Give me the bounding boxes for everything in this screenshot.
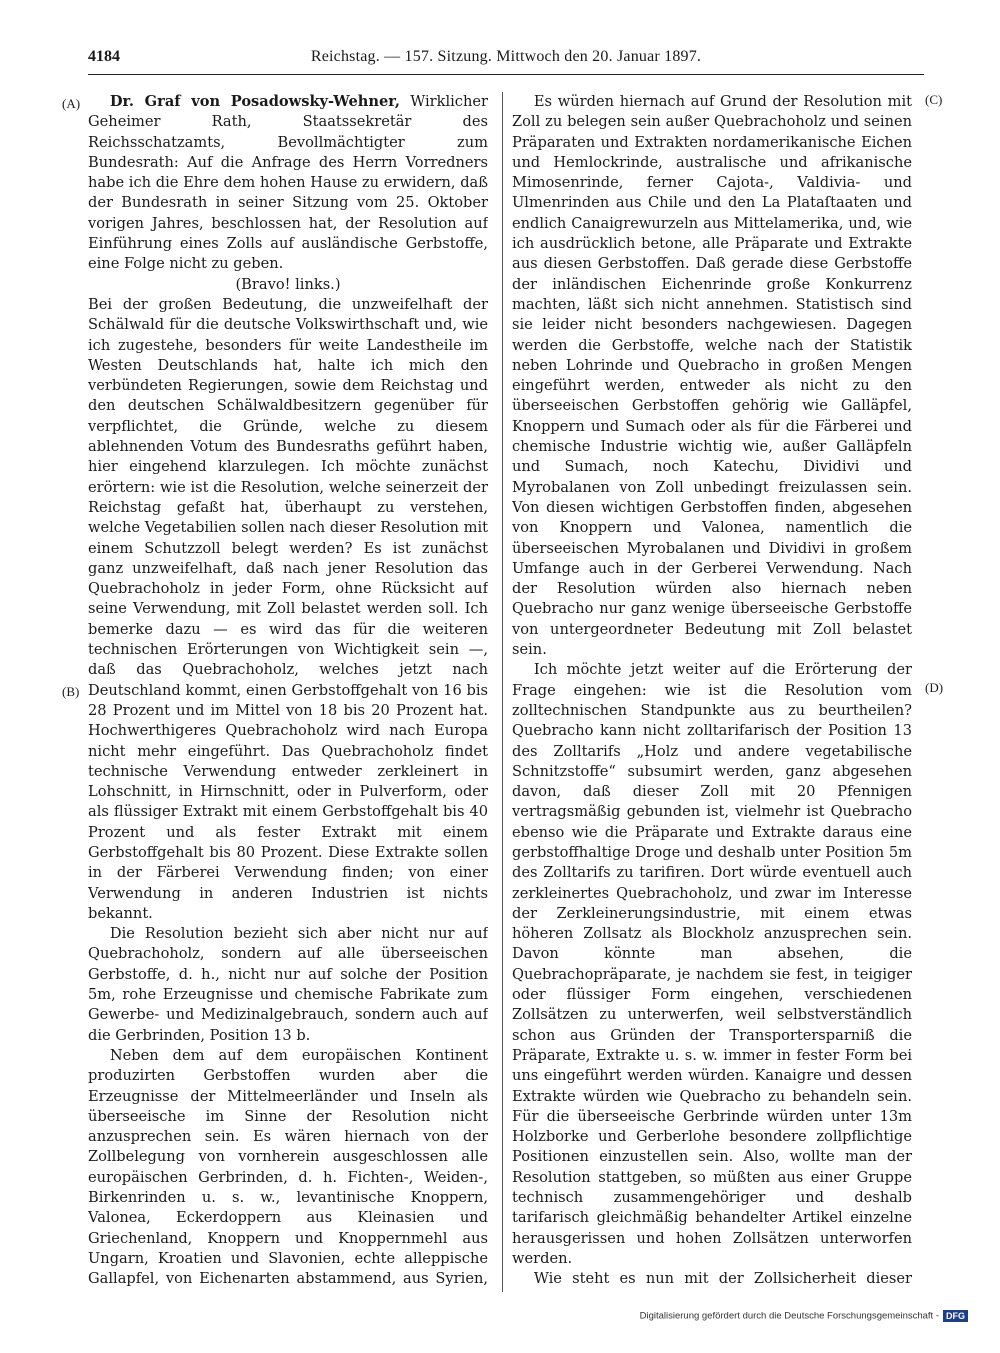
speech-opening-text: Wirklicher Geheimer Rath, Staatssekretär des Reichsschatzamts, Bevollmächtigter zum Bundesrath: Auf die Anfrage des Herrn Vorredners habe ich die Ehre dem hohen Hause zu erwidern, daß der Bundesrath in seiner Sitzung vom 25. Oktober vorigen Jahres, beschlossen hat, der Resolution auf Einführung eines Zolls auf ausländische Gerbstoffe, eine Folge nicht zu geben. [88, 93, 488, 273]
paragraph-left-2: Bei der großen Bedeutung, die unzweifelhaft der Schälwald für die deutsche Volkswirthschaft und, wie ich zugestehe, besonders für weite Landestheile im Westen Deutschlands hat, halte ich mich den verbündeten Regierungen, sowie dem Reichstag und den deutschen Schälwaldbesitzern gegenüber für verpflichtet, die Gründe, welche zu diesem ablehnenden Votum des Bundesraths geführt haben, hier eingehend klarzulegen. Ich möchte zunächst erörtern: wie ist die Resolution, welche seinerzeit der Reichstag gefaßt hat, überhaupt zu verstehen, welche Vegetabilien sollen nach dieser Resolution mit einem Schutzzoll belegt werden? Es ist zunächst ganz unzweifelhaft, daß nach jener Resolution das Quebrachoholz in jeder Form, ohne Rücksicht auf seine Verwendung, mit Zoll belastet werden soll. Ich bemerke dazu — es wird das für die weiteren technischen Erörterungen von Wichtigkeit sein —, daß das Quebrachoholz, welches jetzt nach Deutschland kommt, einen Gerbstoffgehalt von 16 bis 28 Prozent und im Mittel von 18 bis 20 Prozent hat. Hochwerthigeres Quebrachoholz wird nach Europa nicht mehr eingeführt. Das Quebrachoholz findet technische Verwendung entweder zerkleinert in Lohschnitt, in Hirnschnitt, oder in Pulverform, oder als flüssiger Extrakt mit einem Gerbstoffgehalt bis 40 Prozent und als fester Extrakt mit einem Gerbstoffgehalt bis 80 Prozent. Diese Extrakte sollen in der Färberei Verwendung finden; von einer Verwendung in anderen Industrien ist nichts bekannt. [88, 295, 488, 922]
speaker-name: Dr. Graf von Posadowsky-Wehner, [109, 93, 400, 110]
digitization-credit [640, 1310, 968, 1322]
left-column [88, 92, 488, 1292]
interjection: (Bravo! links.) [235, 275, 341, 293]
right-column [512, 92, 912, 1292]
paragraph-right-3: Wie steht es nun mit der Zollsicherheit dieser [533, 1270, 912, 1288]
margin-marker-c: (C) [925, 92, 943, 107]
margin-marker-d: (D) [925, 680, 944, 695]
paragraph-right-2: Ich möchte jetzt weiter auf die Erörterung der Frage eingehen: wie ist die Resolution vom zolltechnischen Standpunkte aus zu beurtheilen? Quebracho kann nicht zolltarifarisch der Position 13 des Zolltarifs „Holz und andere vegetabilische Schnitzstoffe“ subsumirt werden, ganz abgesehen davon, daß dieser Zoll mit 20 Pfennigen vertragsmäßig gebunden ist, vielmehr ist Quebracho ebenso wie die Präparate und Extrakte daraus eine gerbstoffhaltige Droge und deshalb unter Position 5m des Zolltarifs zu tarifiren. Dort würde eventuell auch zerkleinertes Quebrachoholz, und zwar im Interesse der Zerkleinerungsindustrie, mit einem etwas höheren Zollsatz als Blockholz anzusprechen sein. Davon könnte man absehen, die Quebrachopräparate, je nachdem sie fest, in teigiger oder flüssiger Form eingehen, verschiedenen Zollsätzen zu unterwerfen, weil selbstverständlich schon aus Gründen der Transportersparniß die Präparate, Extrakte u. s. w. immer in fester Form bei uns eingeführt werden würden. Kanaigre und dessen Extrakte würden wie Quebracho zu behandeln sein. Für die überseeische Gerbrinde würden unter 13m Holzborke und Gerberlohe besondere zollpflichtige Positionen einzustellen sein. Also, wollte man der Resolution stattgeben, so müßten aus einer Gruppe technisch zusammengehöriger und deshalb tarifarisch gleichmäßig behandelter Artikel einzelne herausgerissen und hohen Zollsätzen unterworfen werden. [512, 661, 912, 1267]
paragraph-left-3: Die Resolution bezieht sich aber nicht nur auf Quebrachoholz, sondern auf alle überseeischen Gerbstoffe, d. h., nicht nur auf solche der Position 5m, rohe Erzeugnisse und chemische Fabrikate zum Gewerbe- und Medizinalgebrauch, sondern auch auf die Gerbrinden, Position 13 b. [88, 925, 488, 1044]
page-number: 4184 [88, 48, 120, 65]
dfg-logo: DFG [943, 1310, 968, 1322]
running-head: Reichstag. — 157. Sitzung. Mittwoch den 20. Januar 1897. [310, 48, 702, 65]
margin-marker-b: (B) [62, 684, 80, 699]
column-divider [502, 92, 503, 1292]
speech-opening-paragraph [88, 92, 488, 275]
paragraph-left-4: Neben dem auf dem europäischen Kontinent produzirten Gerbstoffen wurden aber die Erzeugnisse der Mittelmeerländer und Inseln als überseeische im Sinne der Resolution nicht anzusprechen sein. Es wären hiernach von der Zollbelegung von vornherein ausgeschlossen alle europäischen Gerbrinden, d. h. Fichten-, Weiden-, Birkenrinden u. s. w., levantinische Knoppern, Valonea, Eckerdoppern aus Kleinasien und Griechenland, Knoppern und Knoppernmehl aus Ungarn, Kroatien und Slavonien, echte alleppische Gallapfel, von Eichenarten abstammend, aus Syrien, [88, 1046, 488, 1288]
margin-marker-a: (A) [62, 96, 81, 111]
paragraph-right-1: Es würden hiernach auf Grund der Resolution mit Zoll zu belegen sein außer Quebrachoholz und seinen Präparaten und Extrakten nordamerikanische Eichen und Hemlockrinde, australische und afrikanische Mimosenrinde, ferner Cajota-, Valdivia- und Ulmenrinden aus Chile und den La Plataſtaaten und endlich Canaigrewurzeln aus Mittelamerika, und, wie ich ausdrücklich betone, alle Präparate und Extrakte aus diesen Gerbstoffen. Daß gerade diese Gerbstoffe der inländischen Eichenrinde große Konkurrenz machten, läßt sich nicht annehmen. Statistisch sind sie leider nicht besonders nachgewiesen. Dagegen werden die Gerbstoffe, welche nach der Statistik neben Lohrinde und Quebracho in großen Mengen eingeführt werden, entweder als nicht zu den überseeischen Gerbstoffen gehörig wie Galläpfel, Knoppern und Sumach oder als für die Färberei und chemische Industrie wichtig wie, außer Galläpfeln und Sumach, noch Katechu, Dividivi und Myrobalanen von Zoll unbedingt freizulassen sein. Von diesen wichtigen Gerbstoffen finden, abgesehen von Knoppern und Valonea, namentlich die überseeischen Myrobalanen und Dividivi in großem Umfange auch in der Gerberei Verwendung. Nach der Resolution würden also hiernach neben Quebracho nur ganz wenige überseeische Gerbstoffe von untergeordneter Bedeutung mit Zoll belastet sein. [512, 93, 912, 659]
page-header [88, 44, 924, 75]
credit-text: Digitalisierung gefördert durch die Deutsche Forschungsgemeinschaft - [639, 1310, 939, 1322]
